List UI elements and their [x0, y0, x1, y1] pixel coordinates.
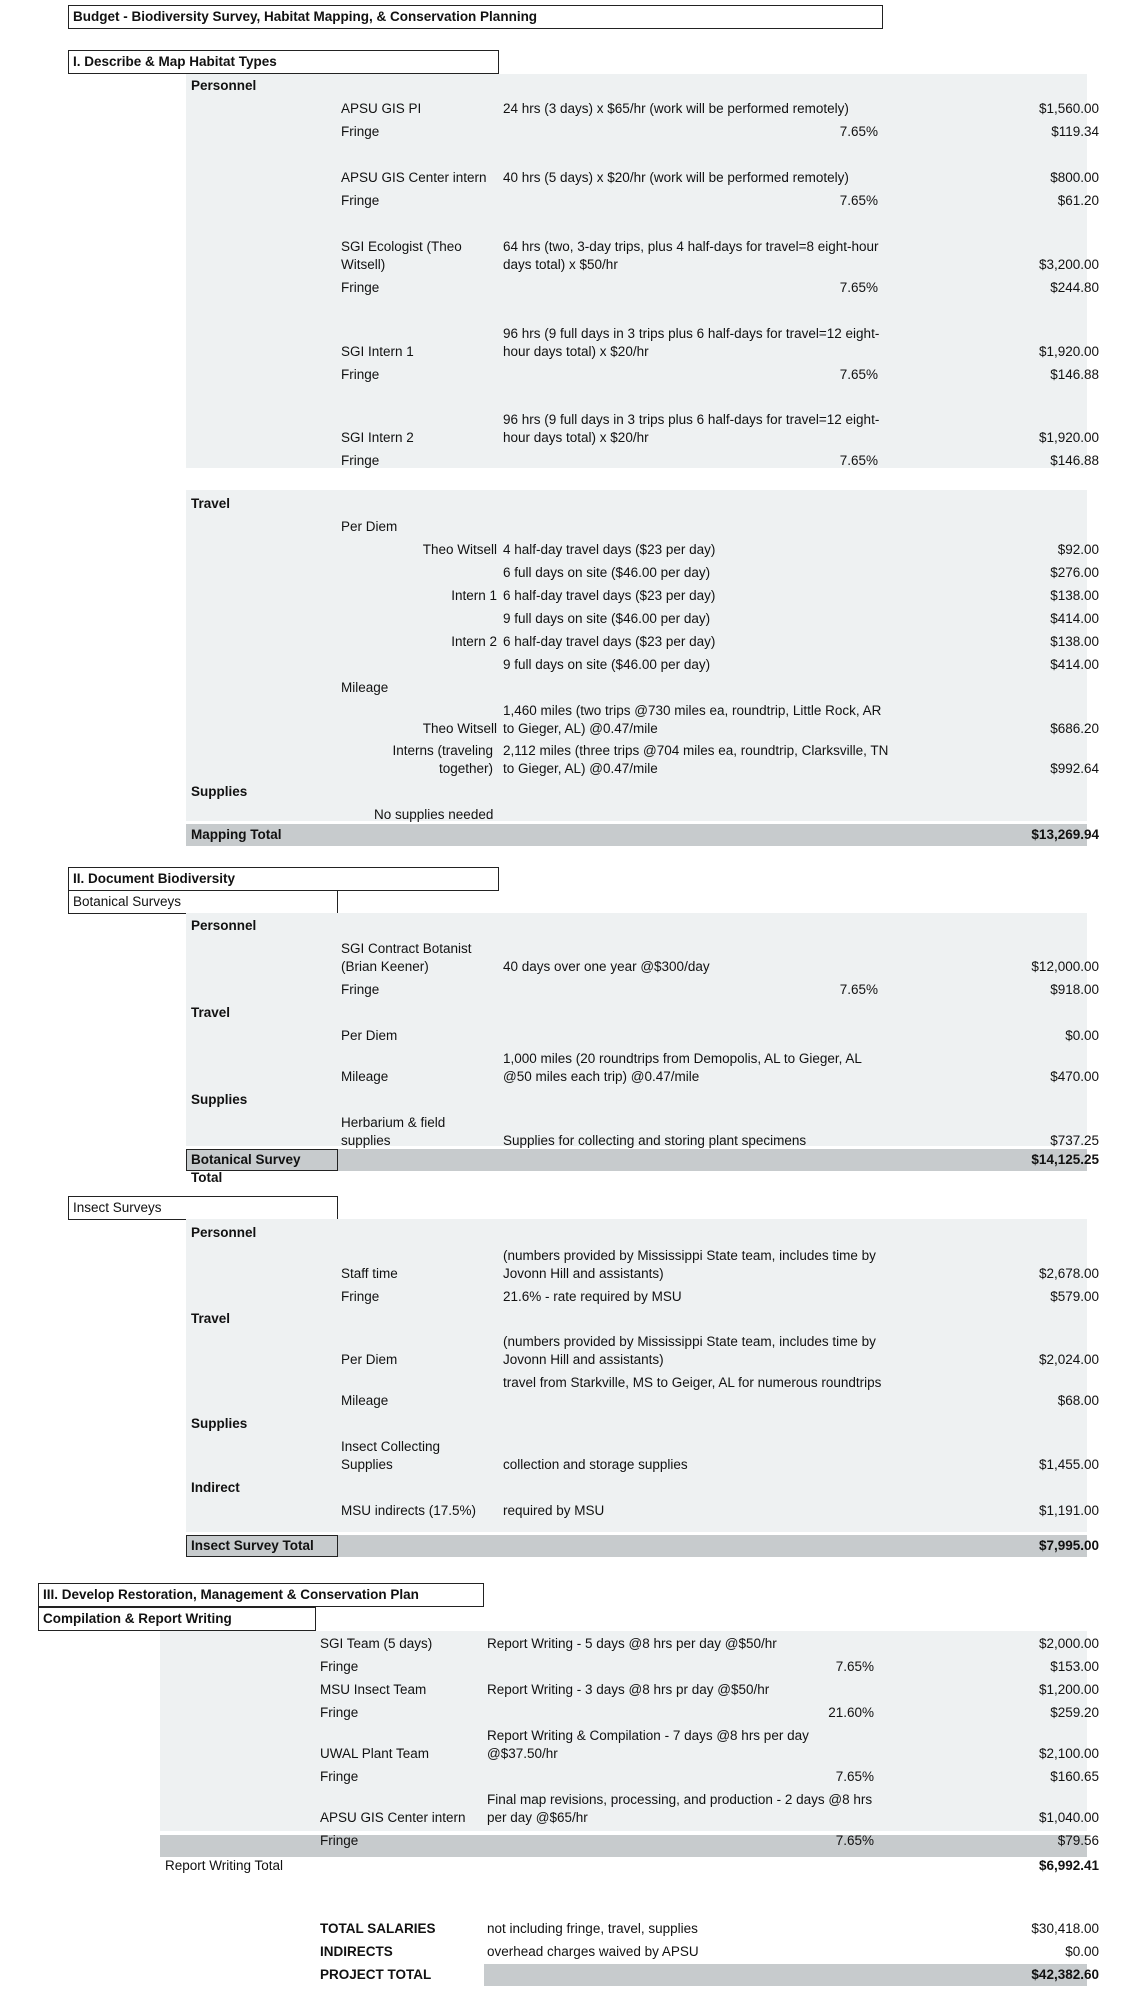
fringe-label: Fringe	[341, 367, 380, 382]
supplies-label: Supplies	[191, 1092, 248, 1107]
section-1-heading: I. Describe & Map Habitat Types	[68, 50, 499, 74]
total-salaries-desc: not including fringe, travel, supplies	[487, 1921, 698, 1936]
amount: $138.00	[1050, 634, 1099, 649]
personnel-label: Personnel	[191, 1225, 257, 1240]
amount: $470.00	[1050, 1069, 1099, 1084]
insect-total-label: Insect Survey Total	[186, 1535, 338, 1557]
project-total-label: PROJECT TOTAL	[320, 1967, 432, 1982]
mapping-total-amount: $13,269.94	[1031, 827, 1099, 842]
traveler-name: Theo Witsell	[422, 542, 497, 557]
fringe-label: Fringe	[341, 193, 380, 208]
indirects-desc: overhead charges waived by APSU	[487, 1944, 699, 1959]
amount: $2,000.00	[1038, 1636, 1099, 1651]
per-diem-desc: 6 half-day travel days ($23 per day)	[503, 634, 716, 649]
amount: $414.00	[1050, 657, 1099, 672]
insect-surveys-heading: Insect Surveys	[68, 1196, 338, 1220]
amount: $0.00	[1065, 1028, 1099, 1043]
team-name: MSU Insect Team	[320, 1682, 427, 1697]
total-salaries-amount: $30,418.00	[1031, 1921, 1099, 1936]
report-total-bar	[160, 1835, 1087, 1857]
amount: $1,200.00	[1038, 1682, 1099, 1697]
amount: $1,920.00	[1038, 430, 1099, 445]
mileage-desc: 2,112 miles (three trips @704 miles ea, roundtrip, Clarksville, TN to Gieger, AL) @0.47/mile	[503, 743, 889, 776]
amount: $1,560.00	[1038, 101, 1099, 116]
mileage-desc: travel from Starkville, MS to Geiger, AL for numerous roundtrips	[503, 1375, 882, 1390]
team-desc: Report Writing - 3 days @8 hrs pr day @$50/hr	[487, 1682, 770, 1697]
amount: $918.00	[1050, 982, 1099, 997]
fringe-label: Fringe	[320, 1833, 359, 1848]
supplies-label: Supplies	[191, 1416, 248, 1431]
fringe-rate: 7.65%	[839, 124, 878, 139]
fringe-rate: 7.65%	[839, 453, 878, 468]
fringe-rate: 7.65%	[839, 982, 878, 997]
fringe-label: Fringe	[341, 280, 380, 295]
fringe-label: Fringe	[320, 1659, 359, 1674]
travel-label: Travel	[191, 496, 231, 511]
personnel-desc: 40 hrs (5 days) x $20/hr (work will be performed remotely)	[503, 170, 849, 185]
per-diem-desc: 9 full days on site ($46.00 per day)	[503, 657, 711, 672]
amount: $259.20	[1050, 1705, 1099, 1720]
personnel-desc: 96 hrs (9 full days in 3 trips plus 6 half-days for travel=12 eight-hour days total) x $20/hr	[503, 412, 880, 445]
mapping-total-label: Mapping Total	[191, 827, 282, 842]
botanical-background	[186, 913, 1087, 1146]
fringe-label: Fringe	[341, 453, 380, 468]
amount: $3,200.00	[1038, 257, 1099, 272]
botanical-total-amount: $14,125.25	[1031, 1152, 1099, 1167]
personnel-desc: (numbers provided by Mississippi State team, includes time by Jovonn Hill and assistants)	[503, 1248, 876, 1281]
amount: $800.00	[1050, 170, 1099, 185]
amount: $414.00	[1050, 611, 1099, 626]
amount: $12,000.00	[1031, 959, 1099, 974]
personnel-name: SGI Intern 1	[341, 344, 414, 359]
amount: $686.20	[1050, 721, 1099, 736]
amount: $92.00	[1057, 542, 1099, 557]
botanical-total-label: Botanical Survey Total	[186, 1149, 338, 1171]
indirect-label: Indirect	[191, 1480, 240, 1495]
supplies-desc: No supplies needed	[374, 807, 494, 822]
team-name: SGI Team (5 days)	[320, 1636, 433, 1651]
budget-title: Budget - Biodiversity Survey, Habitat Mapping, & Conservation Planning	[68, 5, 883, 29]
supplies-desc: Supplies for collecting and storing plant specimens	[503, 1133, 807, 1148]
amount: $244.80	[1050, 280, 1099, 295]
personnel-name: SGI Contract Botanist (Brian Keener)	[341, 941, 472, 974]
project-total-bar	[484, 1964, 1087, 1986]
insect-total-amount: $7,995.00	[1038, 1538, 1099, 1553]
report-total-amount: $6,992.41	[1038, 1858, 1099, 1873]
amount: $2,678.00	[1038, 1266, 1099, 1281]
team-name: UWAL Plant Team	[320, 1746, 430, 1761]
fringe-label: Fringe	[341, 982, 380, 997]
per-diem-label: Per Diem	[341, 519, 398, 534]
fringe-rate: 7.65%	[839, 193, 878, 208]
fringe-rate: 7.65%	[839, 280, 878, 295]
personnel-name: SGI Ecologist (Theo Witsell)	[341, 239, 462, 272]
traveler-name: Intern 1	[451, 588, 497, 603]
per-diem-label: Per Diem	[341, 1028, 398, 1043]
team-desc: Final map revisions, processing, and production - 2 days @8 hrs per day @$65/hr	[487, 1792, 873, 1825]
personnel-desc: 40 days over one year @$300/day	[503, 959, 710, 974]
amount: $138.00	[1050, 588, 1099, 603]
amount: $579.00	[1050, 1289, 1099, 1304]
mileage-desc: 1,000 miles (20 roundtrips from Demopolis, AL to Gieger, AL @50 miles each trip) @0.47/mile	[503, 1051, 862, 1084]
amount: $1,191.00	[1038, 1503, 1099, 1518]
fringe-label: Fringe	[320, 1769, 359, 1784]
traveler-name: Interns (traveling	[392, 743, 493, 758]
indirect-name: MSU indirects (17.5%)	[341, 1503, 477, 1518]
mileage-label: Mileage	[341, 1069, 389, 1084]
amount: $737.25	[1050, 1133, 1099, 1148]
mileage-desc: 1,460 miles (two trips @730 miles ea, roundtrip, Little Rock, AR to Gieger, AL) @0.47/mile	[503, 703, 882, 736]
amount: $1,920.00	[1038, 344, 1099, 359]
supplies-name: Insect Collecting Supplies	[341, 1439, 441, 1472]
fringe-rate: 7.65%	[835, 1769, 874, 1784]
personnel-desc: 24 hrs (3 days) x $65/hr (work will be performed remotely)	[503, 101, 849, 116]
team-desc: Report Writing - 5 days @8 hrs per day @$50/hr	[487, 1636, 777, 1651]
amount: $119.34	[1051, 124, 1099, 139]
compilation-heading: Compilation & Report Writing	[38, 1607, 316, 1631]
fringe-rate: 7.65%	[839, 367, 878, 382]
supplies-name: Herbarium & field supplies	[341, 1115, 446, 1148]
per-diem-desc: 4 half-day travel days ($23 per day)	[503, 542, 716, 557]
team-name: APSU GIS Center intern	[320, 1810, 466, 1825]
personnel-name: APSU GIS Center intern	[341, 170, 487, 185]
mapping-total-bar	[186, 824, 1087, 846]
personnel-desc: 64 hrs (two, 3-day trips, plus 4 half-days for travel=8 eight-hour days total) x $50/hr	[503, 239, 879, 272]
amount: $1,040.00	[1038, 1810, 1099, 1825]
amount: $2,100.00	[1038, 1746, 1099, 1761]
per-diem-label: Per Diem	[341, 1352, 398, 1367]
amount: $153.00	[1050, 1659, 1099, 1674]
amount: $992.64	[1050, 761, 1099, 776]
amount: $276.00	[1050, 565, 1099, 580]
mileage-label: Mileage	[341, 680, 389, 695]
fringe-label: Fringe	[341, 124, 380, 139]
team-desc: Report Writing & Compilation - 7 days @8 hrs per day @$37.50/hr	[487, 1728, 809, 1761]
amount: $79.56	[1057, 1833, 1099, 1848]
fringe-desc: 21.6% - rate required by MSU	[503, 1289, 682, 1304]
traveler-name: together)	[438, 761, 493, 776]
amount: $61.20	[1057, 193, 1099, 208]
fringe-label: Fringe	[320, 1705, 359, 1720]
amount: $146.88	[1050, 367, 1099, 382]
traveler-name: Theo Witsell	[422, 721, 497, 736]
travel-label: Travel	[191, 1311, 231, 1326]
personnel-label: Personnel	[191, 918, 257, 933]
personnel-desc: 96 hrs (9 full days in 3 trips plus 6 half-days for travel=12 eight-hour days total) x $20/hr	[503, 326, 880, 359]
section-2-heading: II. Document Biodiversity	[68, 867, 499, 891]
amount: $68.00	[1057, 1393, 1099, 1408]
travel-label: Travel	[191, 1005, 231, 1020]
project-total-amount: $42,382.60	[1031, 1967, 1099, 1982]
supplies-desc: collection and storage supplies	[503, 1457, 688, 1472]
personnel-label: Personnel	[191, 78, 257, 93]
amount: $160.65	[1050, 1769, 1099, 1784]
fringe-rate: 21.60%	[828, 1705, 874, 1720]
personnel-name: APSU GIS PI	[341, 101, 422, 116]
supplies-label: Supplies	[191, 784, 248, 799]
amount: $146.88	[1050, 453, 1099, 468]
indirects-label: INDIRECTS	[320, 1944, 393, 1959]
fringe-rate: 7.65%	[835, 1833, 874, 1848]
fringe-label: Fringe	[341, 1289, 380, 1304]
botanical-surveys-heading: Botanical Surveys	[68, 890, 338, 914]
indirect-desc: required by MSU	[503, 1503, 605, 1518]
amount: $1,455.00	[1038, 1457, 1099, 1472]
traveler-name: Intern 2	[451, 634, 497, 649]
amount: $2,024.00	[1038, 1352, 1099, 1367]
report-total-label: Report Writing Total	[165, 1858, 284, 1873]
personnel-name: SGI Intern 2	[341, 430, 414, 445]
total-salaries-label: TOTAL SALARIES	[320, 1921, 436, 1936]
per-diem-desc: 9 full days on site ($46.00 per day)	[503, 611, 711, 626]
per-diem-desc: 6 half-day travel days ($23 per day)	[503, 588, 716, 603]
per-diem-desc: (numbers provided by Mississippi State team, includes time by Jovonn Hill and assistants)	[503, 1334, 876, 1367]
fringe-rate: 7.65%	[835, 1659, 874, 1674]
personnel-name: Staff time	[341, 1266, 398, 1281]
mileage-label: Mileage	[341, 1393, 389, 1408]
per-diem-desc: 6 full days on site ($46.00 per day)	[503, 565, 711, 580]
section-3-heading: III. Develop Restoration, Management & Conservation Plan	[38, 1583, 484, 1607]
indirects-amount: $0.00	[1065, 1944, 1099, 1959]
